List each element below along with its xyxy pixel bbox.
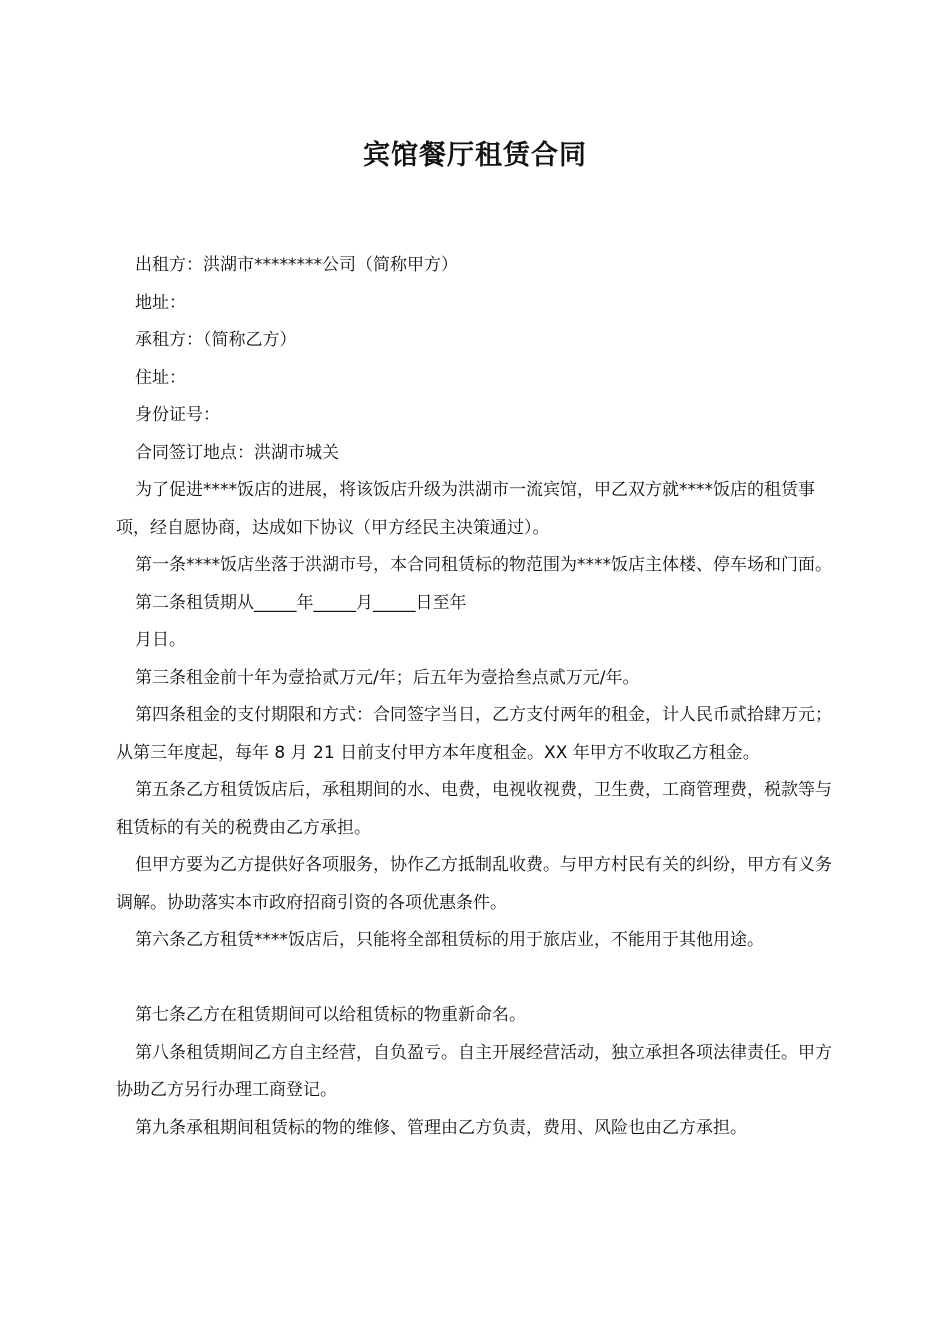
- article-2: 第二条租赁期从_____年_____月_____日至年: [135, 592, 467, 613]
- lessee-residence-line: 住址：: [135, 367, 186, 388]
- lessor-address-line: 地址：: [135, 292, 186, 313]
- id-number-line: 身份证号：: [135, 405, 220, 425]
- article-3: 第三条租金前十年为壹拾贰万元/年；后五年为壹拾叁点贰万元/年。: [135, 667, 640, 688]
- article-5: 第五条乙方租赁饭店后，承租期间的水、电费，电视收视费，卫生费，工商管理费，税款等与租赁标的有关的税费由乙方承担。: [116, 780, 832, 838]
- article-2-continued: 月日。: [135, 630, 186, 650]
- document-body: [116, 247, 846, 1147]
- document-title: 宾馆餐厅租赁合同: [363, 140, 587, 171]
- article-6: 第六条乙方租赁****饭店后，只能将全部租赁标的用于旅店业，不能用于其他用途。: [135, 930, 764, 950]
- article-9: 第九条承租期间租赁标的物的维修、管理由乙方负责，费用、风险也由乙方承担。: [135, 1117, 747, 1138]
- blank-line: [116, 960, 846, 998]
- preamble-paragraph: 为了促进****饭店的进展，将该饭店升级为洪湖市一流宾馆，甲乙双方就****饭店的租赁事项，经自愿协商，达成如下协议（甲方经民主决策通过）。: [116, 480, 815, 538]
- lessor-line: 出租方：洪湖市********公司（简称甲方）: [135, 255, 458, 275]
- article-1: 第一条****饭店坐落于洪湖市号，本合同租赁标的物范围为****饭店主体楼、停车场和门面。: [135, 555, 832, 575]
- article-5-services: 但甲方要为乙方提供好各项服务，协作乙方抵制乱收费。与甲方村民有关的纠纷，甲方有义务调解。协助落实本市政府招商引资的各项优惠条件。: [116, 855, 832, 913]
- article-4: 第四条租金的支付期限和方式：合同签字当日，乙方支付两年的租金，计人民币贰拾肆万元；从第三年度起，每年 8 月 21 日前支付甲方本年度租金。XX 年甲方不收取乙方租金。: [116, 705, 832, 763]
- lessee-line: 承租方：（简称乙方）: [135, 330, 297, 350]
- signing-place-line: 合同签订地点：洪湖市城关: [135, 442, 339, 463]
- article-8: 第八条租赁期间乙方自主经营，自负盈亏。自主开展经营活动，独立承担各项法律责任。甲方协助乙方另行办理工商登记。: [116, 1042, 832, 1100]
- article-7: 第七条乙方在租赁期间可以给租赁标的物重新命名。: [135, 1005, 526, 1025]
